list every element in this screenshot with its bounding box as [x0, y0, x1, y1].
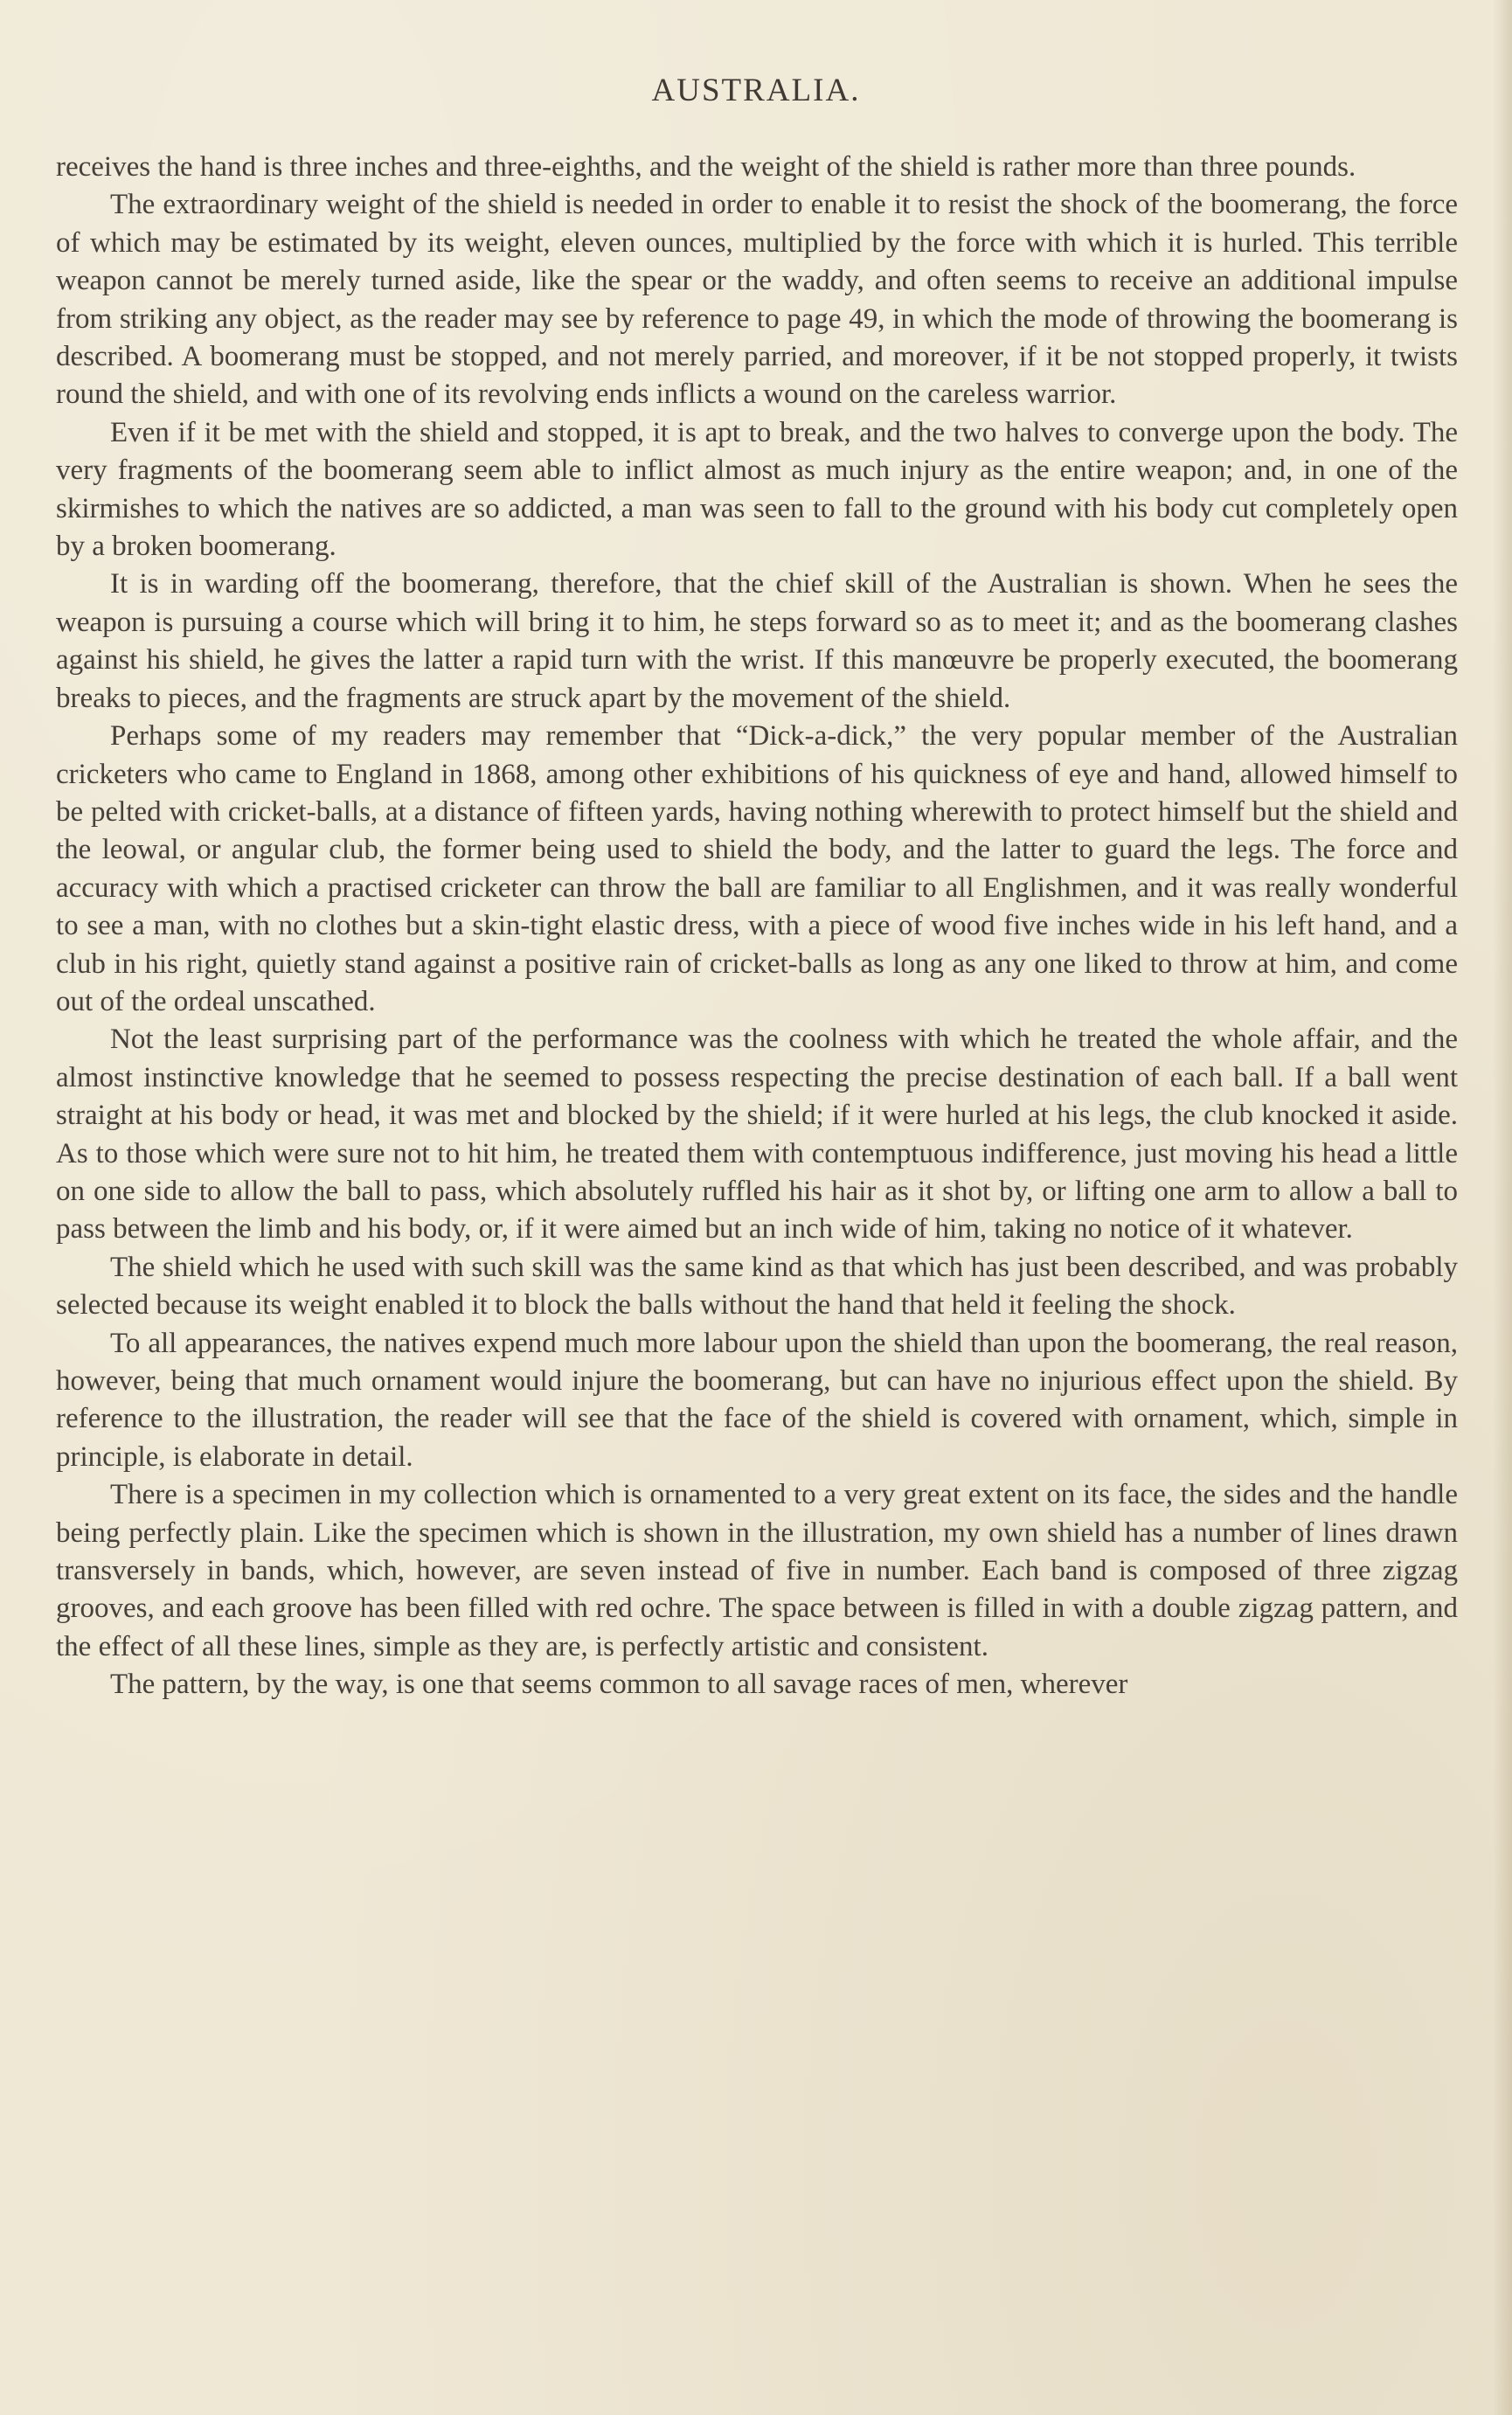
paragraph: Perhaps some of my readers may remember that “Dick-a-dick,” the very popular member of the Australian cricketers who came to England in 1868, among other exhibitions of his quickness of eye and hand, allowed himself to be pelted with cricket-balls, at a distance of fifteen yards, having nothing wherewith to protect himself but the shield and the leowal, or angular club, the former being used to shield the body, and the latter to guard the legs. The force and accuracy with which a practised cricketer can throw the ball are familiar to all Englishmen, and it was really wonderful to see a man, with no clothes but a skin-tight elastic dress, with a piece of wood five inches wide in his left hand, and a club in his right, quietly stand against a positive rain of cricket-balls as long as any one liked to throw at him, and come out of the ordeal unscathed. [56, 720, 1458, 1017]
paragraph-continued: receives the hand is three inches and three-eighths, and the weight of the shield is rather more than three pounds. [56, 151, 1356, 183]
paragraph: There is a specimen in my collection which is ornamented to a very great extent on its face, the sides and the handle being perfectly plain. Like the specimen which is shown in the illustration, my own shield has a number of lines drawn transversely in bands, which, however, are seven instead of five in number. Each band is composed of three zigzag grooves, and each groove has been filled with red ochre. The space between is filled in with a double zigzag pattern, and the effect of all these lines, simple as they are, is perfectly artistic and consistent. [56, 1479, 1458, 1662]
body-text [56, 149, 1458, 1704]
running-head: AUSTRALIA. [651, 73, 861, 108]
paragraph: Even if it be met with the shield and stopped, it is apt to break, and the two halves to converge upon the body. The very fragments of the boomerang seem able to inflict almost as much injury as the entire weapon; and, in one of the skirmishes to which the natives are so addicted, a man was seen to fall to the ground with his body cut completely open by a broken boomerang. [56, 416, 1458, 563]
paragraph: It is in warding off the boomerang, therefore, that the chief skill of the Australian is shown. When he sees the weapon is pursuing a course which will bring it to him, he steps forward so as to meet it; and as the boomerang clashes against his shield, he gives the latter a rapid turn with the wrist. If this manœuvre be properly executed, the boomerang breaks to pieces, and the fragments are struck apart by the movement of the shield. [56, 568, 1458, 714]
paragraph: Not the least surprising part of the performance was the coolness with which he treated the whole affair, and the almost instinctive knowledge that he seemed to possess respecting the precise destination of each ball. If a ball went straight at his body or head, it was met and blocked by the shield; if it were hurled at his legs, the club knocked it aside. As to those which were sure not to hit him, he treated them with contemptuous indifference, just moving his head a little on one side to allow the ball to pass, which absolutely ruffled his hair as it shot by, or lifting one arm to allow a ball to pass between the limb and his body, or, if it were aimed but an inch wide of him, taking no notice of it whatever. [56, 1024, 1458, 1246]
paragraph: The extraordinary weight of the shield is needed in order to enable it to resist the shock of the boomerang, the force of which may be estimated by its weight, eleven ounces, multiplied by the force with which it is hurled. This terrible weapon cannot be merely turned aside, like the spear or the waddy, and often seems to receive an additional impulse from striking any object, as the reader may see by reference to page 49, in which the mode of throwing the boomerang is described. A boomerang must be stopped, and not merely parried, and moreover, if it be not stopped properly, it twists round the shield, and with one of its revolving ends inflicts a wound on the careless warrior. [56, 189, 1458, 411]
paragraph: To all appearances, the natives expend much more labour upon the shield than upon the boomerang, the real reason, however, being that much ornament would injure the boomerang, but can have no injurious effect upon the shield. By reference to the illustration, the reader will see that the face of the shield is covered with ornament, which, simple in principle, is elaborate in detail. [56, 1327, 1458, 1473]
paragraph: The shield which he used with such skill was the same kind as that which has just been described, and was probably selected because its weight enabled it to block the balls without the hand that held it feeling the shock. [56, 1251, 1458, 1322]
page-edge-shadow [1493, 0, 1512, 2415]
paragraph: The pattern, by the way, is one that seems common to all savage races of men, wherever [110, 1669, 1128, 1701]
